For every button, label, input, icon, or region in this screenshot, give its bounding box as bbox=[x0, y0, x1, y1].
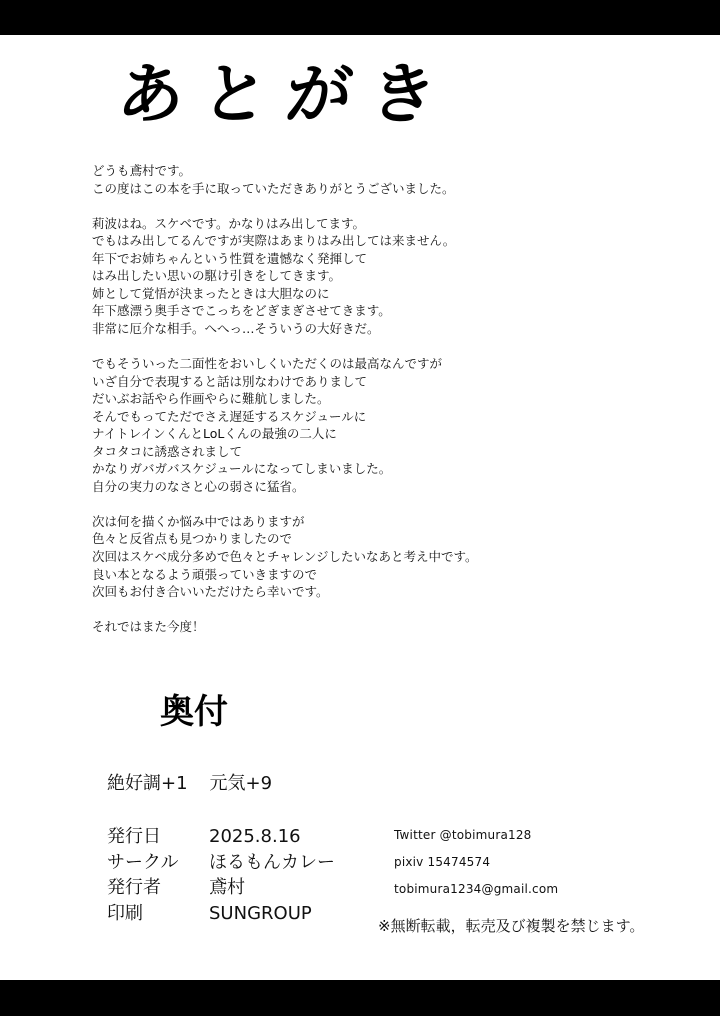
paragraph-1 bbox=[92, 162, 652, 197]
text-line: ナイトレインくんとLoLくんの最強の二人に bbox=[92, 426, 337, 442]
twitter-handle: Twitter @tobimura128 bbox=[394, 828, 532, 842]
row-value: 2025.8.16 bbox=[209, 826, 301, 847]
text-line: 年下感漂う奥手さでこっちをどぎまぎさせてきます。 bbox=[92, 303, 391, 319]
bottom-black-bar bbox=[0, 980, 720, 1016]
text-line: それではまた今度！ bbox=[92, 619, 205, 635]
colophon-table bbox=[107, 824, 335, 926]
text-line: 莉波はね。スケベです。かなりはみ出してます。 bbox=[92, 215, 366, 231]
paragraph-5 bbox=[92, 618, 652, 636]
text-line: でもそういった二面性をおいしくいただくのは最高なんですが bbox=[92, 356, 443, 372]
row-label: サークル bbox=[107, 851, 179, 873]
text-line: タコタコに誘惑されまして bbox=[92, 443, 243, 459]
text-line: でもはみ出してるんですが実際はあまりはみ出しては来ません。 bbox=[92, 233, 456, 249]
stat-condition: 絶好調+1 bbox=[107, 773, 188, 794]
text-line: 色々と反省点も見つかりましたので bbox=[92, 531, 293, 547]
pixiv-id: pixiv 15474574 bbox=[394, 855, 491, 869]
text-line: いざ自分で表現すると話は別なわけでありまして bbox=[92, 373, 368, 389]
text-line: 自分の実力のなさと心の弱さに猛省。 bbox=[92, 478, 305, 494]
row-label: 発行日 bbox=[107, 826, 161, 847]
top-black-bar bbox=[0, 0, 720, 35]
text-line: 次回もお付き合いいただけたら幸いです。 bbox=[92, 584, 329, 600]
text-line: 姉として覚悟が決まったときは大胆なのに bbox=[92, 285, 330, 301]
text-line: この度はこの本を手に取っていただきありがとうございました。 bbox=[92, 180, 455, 196]
text-line: かなりガバガバスケジュールになってしまいました。 bbox=[92, 461, 392, 477]
colophon-row-date bbox=[107, 824, 335, 850]
text-line: 良い本となるよう頑張っていきますので bbox=[92, 566, 318, 582]
colophon-row-printer bbox=[107, 901, 335, 927]
stat-energy: 元気+9 bbox=[209, 773, 273, 794]
paragraph-3 bbox=[92, 355, 652, 495]
colophon-row-publisher bbox=[107, 875, 335, 901]
row-label: 印刷 bbox=[107, 902, 143, 924]
stats-line bbox=[107, 772, 272, 796]
text-line: はみ出したい思いの駆け引きをしてきます。 bbox=[92, 268, 342, 284]
row-value: SUNGROUP bbox=[209, 902, 312, 924]
colophon-heading: 奥付 bbox=[160, 692, 228, 732]
text-line: 非常に厄介な相手。へへっ…そういうの大好きだ。 bbox=[92, 320, 380, 336]
copyright-notice: ※無断転載，転売及び複製を禁じます。 bbox=[378, 917, 645, 935]
email-address: tobimura1234@gmail.com bbox=[394, 882, 559, 896]
text-line: そんでもってただでさえ遅延するスケジュールに bbox=[92, 408, 367, 424]
text-line: どうも鳶村です。 bbox=[92, 163, 192, 178]
paragraph-2 bbox=[92, 215, 652, 338]
row-label: 発行者 bbox=[107, 877, 161, 898]
contact-info bbox=[394, 826, 558, 907]
row-value: ほるもんカレー bbox=[209, 851, 335, 873]
text-line: 次は何を描くか悩み中ではありますが bbox=[92, 513, 305, 529]
text-line: だいぶお話やら作画やらに難航しました。 bbox=[92, 391, 330, 407]
afterword-body bbox=[92, 162, 652, 636]
paragraph-4 bbox=[92, 513, 652, 601]
afterword-title: あとがき bbox=[114, 56, 459, 133]
colophon-row-circle bbox=[107, 850, 335, 876]
text-line: 次回はスケベ成分多めで色々とチャレンジしたいなあと考え中です。 bbox=[92, 549, 478, 565]
text-line: 年下でお姉ちゃんという性質を遺憾なく発揮して bbox=[92, 250, 368, 266]
row-value: 鳶村 bbox=[209, 877, 245, 898]
